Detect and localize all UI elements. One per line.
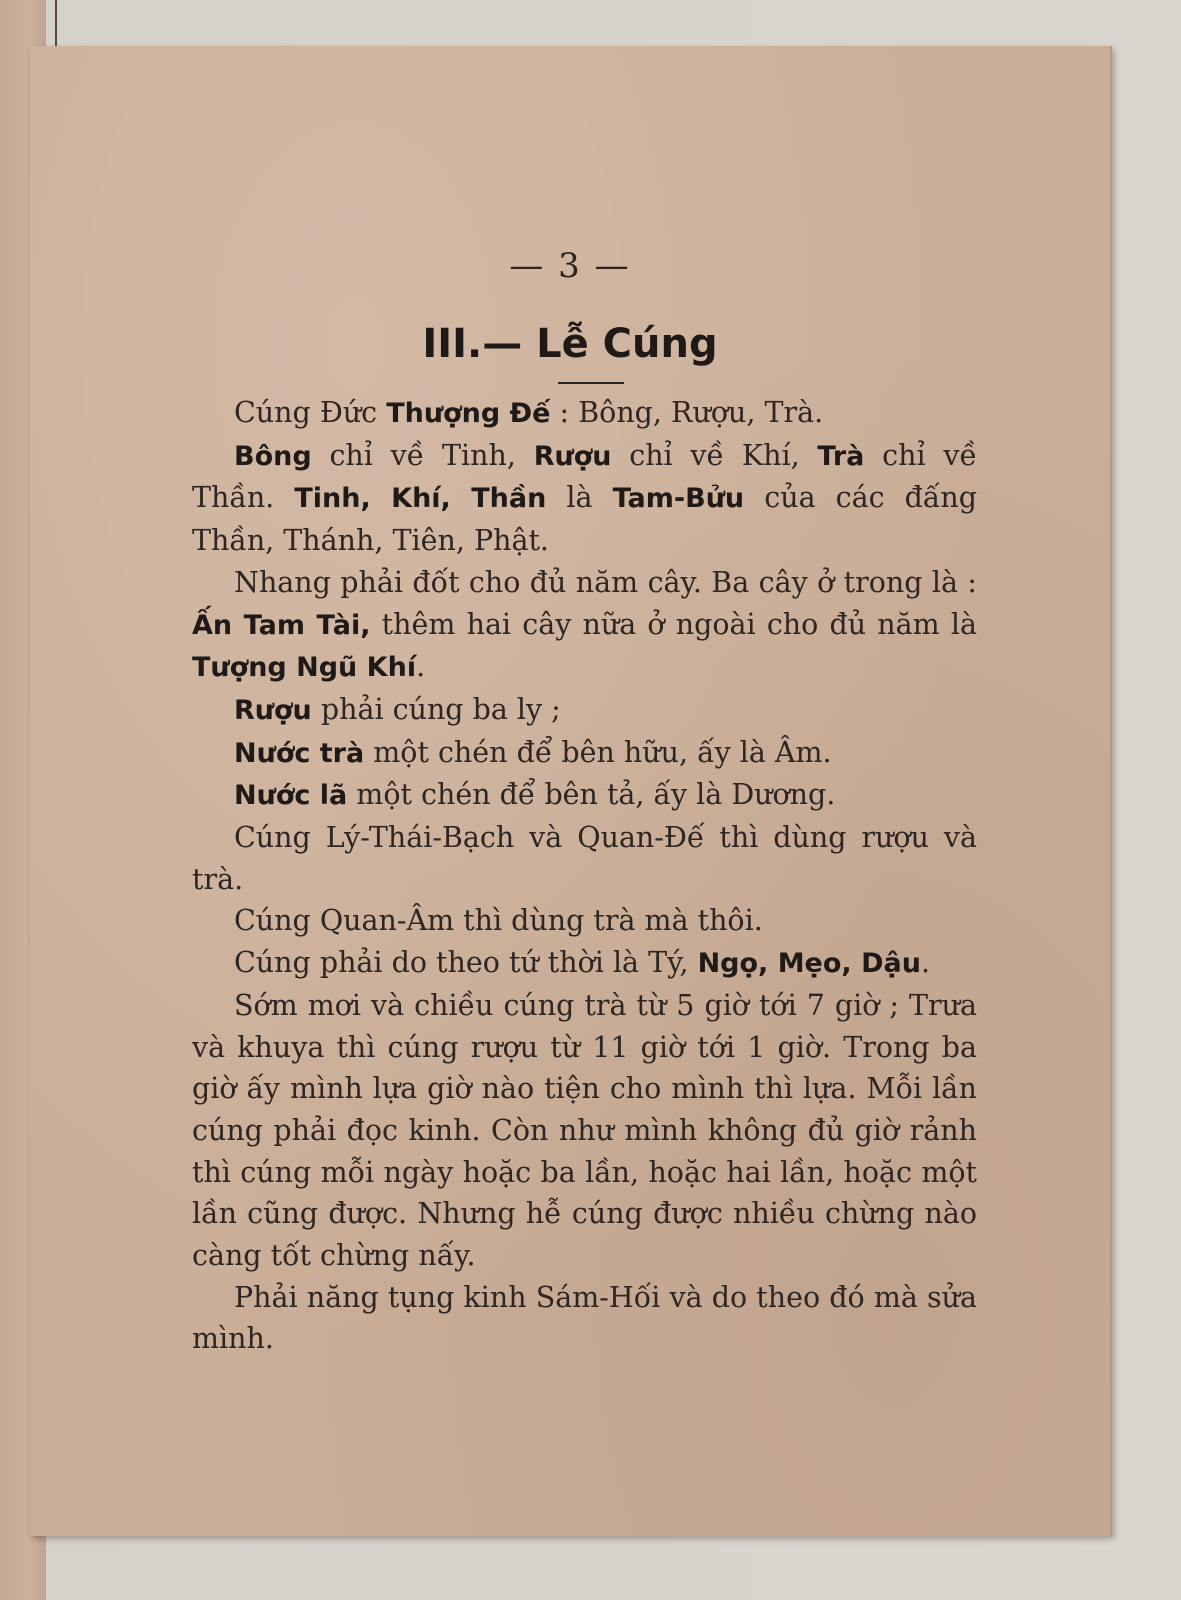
- text-run: Cúng Lý-Thái-Bạch và Quan-Đế thì dùng rượu và trà.: [192, 821, 977, 896]
- paragraph: [192, 392, 977, 435]
- text-run: : Bông, Rượu, Trà.: [550, 396, 824, 429]
- paragraph: [192, 732, 977, 775]
- paragraph: [192, 1277, 977, 1360]
- text-run: chỉ về Khí,: [611, 438, 818, 472]
- book-page: [30, 46, 1112, 1536]
- paragraph: [192, 817, 977, 900]
- text-run: thêm hai cây nữa ở ngoài cho đủ năm là: [370, 607, 977, 641]
- text-run: phải cúng ba ly ;: [311, 692, 561, 726]
- heading-underline: [558, 382, 624, 384]
- paragraph: [192, 900, 977, 942]
- binding-line: [55, 0, 57, 48]
- bold-term: Bông: [234, 440, 312, 472]
- text-run: chỉ về Tinh,: [311, 438, 534, 472]
- text-run: của các đấng Thần, Thánh, Tiên, Phật.: [192, 481, 977, 558]
- text-run: Phải năng tụng kinh Sám-Hối và do theo đó mà sửa mình.: [192, 1280, 977, 1356]
- text-run: Cúng Đức: [234, 396, 387, 429]
- section-heading: III.— Lễ Cúng: [422, 321, 718, 367]
- bold-term: Tinh, Khí, Thần: [294, 483, 547, 515]
- paragraph: [192, 942, 977, 985]
- paragraph: [192, 435, 977, 562]
- text-run: một chén để bên hữu, ấy là Âm.: [364, 735, 832, 769]
- text-run: .: [920, 946, 930, 980]
- bold-term: Thượng Đế: [386, 398, 551, 429]
- text-run: chỉ về Thần.: [192, 438, 977, 515]
- page-number: — 3 —: [509, 246, 631, 286]
- bold-term: Rượu: [533, 440, 612, 472]
- text-run: là: [546, 481, 613, 515]
- bold-term: Ấn Tam Tài,: [192, 609, 371, 641]
- bold-term: Trà: [817, 440, 865, 472]
- bold-term: Tượng Ngũ Khí: [192, 652, 417, 684]
- text-run: một chén để bên tả, ấy là Dương.: [347, 778, 836, 812]
- paragraph: [192, 562, 977, 689]
- body-text: [192, 392, 977, 1360]
- text-run: Nhang phải đốt cho đủ năm cây. Ba cây ở trong là :: [234, 565, 977, 599]
- bold-term: Nước lã: [234, 780, 348, 812]
- bold-term: Rượu: [234, 694, 312, 726]
- text-run: Sớm mơi và chiều cúng trà từ 5 giờ tới 7 giờ ; Trưa và khuya thì cúng rượu từ 11 giờ tới 1 giờ. Trong ba giờ ấy mình lựa giờ nào tiện cho mình thì lựa. Mỗi lần cúng phải đọc kinh. Còn như mình không đủ giờ rảnh thì cúng mỗi ngày hoặc ba lần, hoặc hai lần, hoặc một lần cũng được. Nhưng hễ cúng được nhiều chừng nào càng tốt chừng nấy.: [192, 988, 977, 1273]
- paragraph: [192, 689, 977, 732]
- bold-term: Nước trà: [234, 737, 365, 769]
- text-run: Cúng Quan-Âm thì dùng trà mà thôi.: [234, 904, 763, 938]
- bold-term: Tam-Bửu: [612, 483, 745, 515]
- text-run: Cúng phải do theo tứ thời là Tý,: [234, 946, 698, 980]
- paragraph: [192, 774, 977, 817]
- text-run: .: [416, 650, 426, 684]
- bold-term: Ngọ, Mẹo, Dậu: [697, 948, 921, 980]
- paragraph: [192, 985, 977, 1277]
